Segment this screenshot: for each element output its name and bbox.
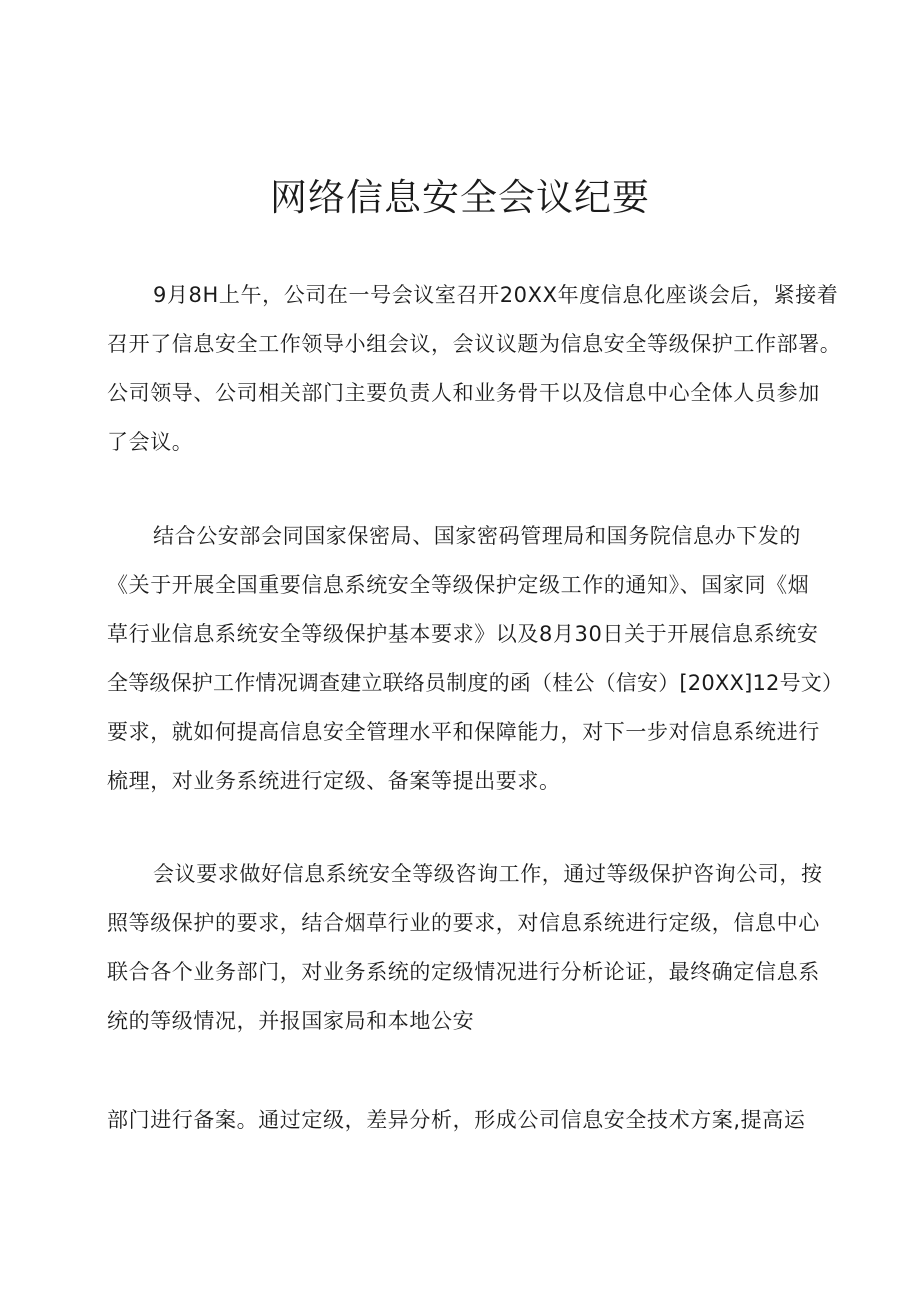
paragraph-line: 照等级保护的要求，结合烟草行业的要求，对信息系统进行定级，信息中心 <box>107 911 820 935</box>
paragraph-filing-continuation <box>107 1096 847 1145</box>
paragraph-line: 《关于开展全国重要信息系统安全等级保护定级工作的通知》、国家同《烟 <box>107 573 810 597</box>
paragraph-line: 了会议。 <box>107 430 194 454</box>
paragraph-line: 会议要求做好信息系统安全等级咨询工作，通过等级保护咨询公司，按 <box>153 862 823 886</box>
paragraph-line: 草行业信息系统安全等级保护基本要求》以及8月30日关于开展信息系统安 <box>107 622 819 646</box>
paragraph-requirements-basis <box>107 512 847 806</box>
paragraph-line: 召开了信息安全工作领导小组会议，会议议题为信息安全等级保护工作部署。 <box>107 332 842 356</box>
paragraph-line: 9月8H上午，公司在一号会议室召开20XX年度信息化座谈会后，紧接着 <box>153 283 839 307</box>
paragraph-line: 统的等级情况，并报国家局和本地公安 <box>107 1009 475 1033</box>
document-title: 网络信息安全会议纪要 <box>270 176 650 219</box>
paragraph-meeting-overview <box>107 271 847 467</box>
paragraph-line: 要求，就如何提高信息安全管理水平和保障能力，对下一步对信息系统进行 <box>107 720 820 744</box>
paragraph-consulting-work <box>107 850 847 1046</box>
paragraph-line: 公司领导、公司相关部门主要负责人和业务骨干以及信息中心全体人员参加 <box>107 381 820 405</box>
paragraph-line: 梳理，对业务系统进行定级、备案等提出要求。 <box>107 769 561 793</box>
paragraph-line: 全等级保护工作情况调查建立联络员制度的函（桂公（信安）[20XX]12号文） <box>107 671 844 695</box>
paragraph-line: 结合公安部会同国家保密局、国家密码管理局和国务院信息办下发的 <box>153 524 801 548</box>
paragraph-line: 联合各个业务部门，对业务系统的定级情况进行分析论证，最终确定信息系 <box>107 960 820 984</box>
paragraph-line: 部门进行备案。通过定级，差异分析，形成公司信息安全技术方案,提高运 <box>107 1108 806 1132</box>
